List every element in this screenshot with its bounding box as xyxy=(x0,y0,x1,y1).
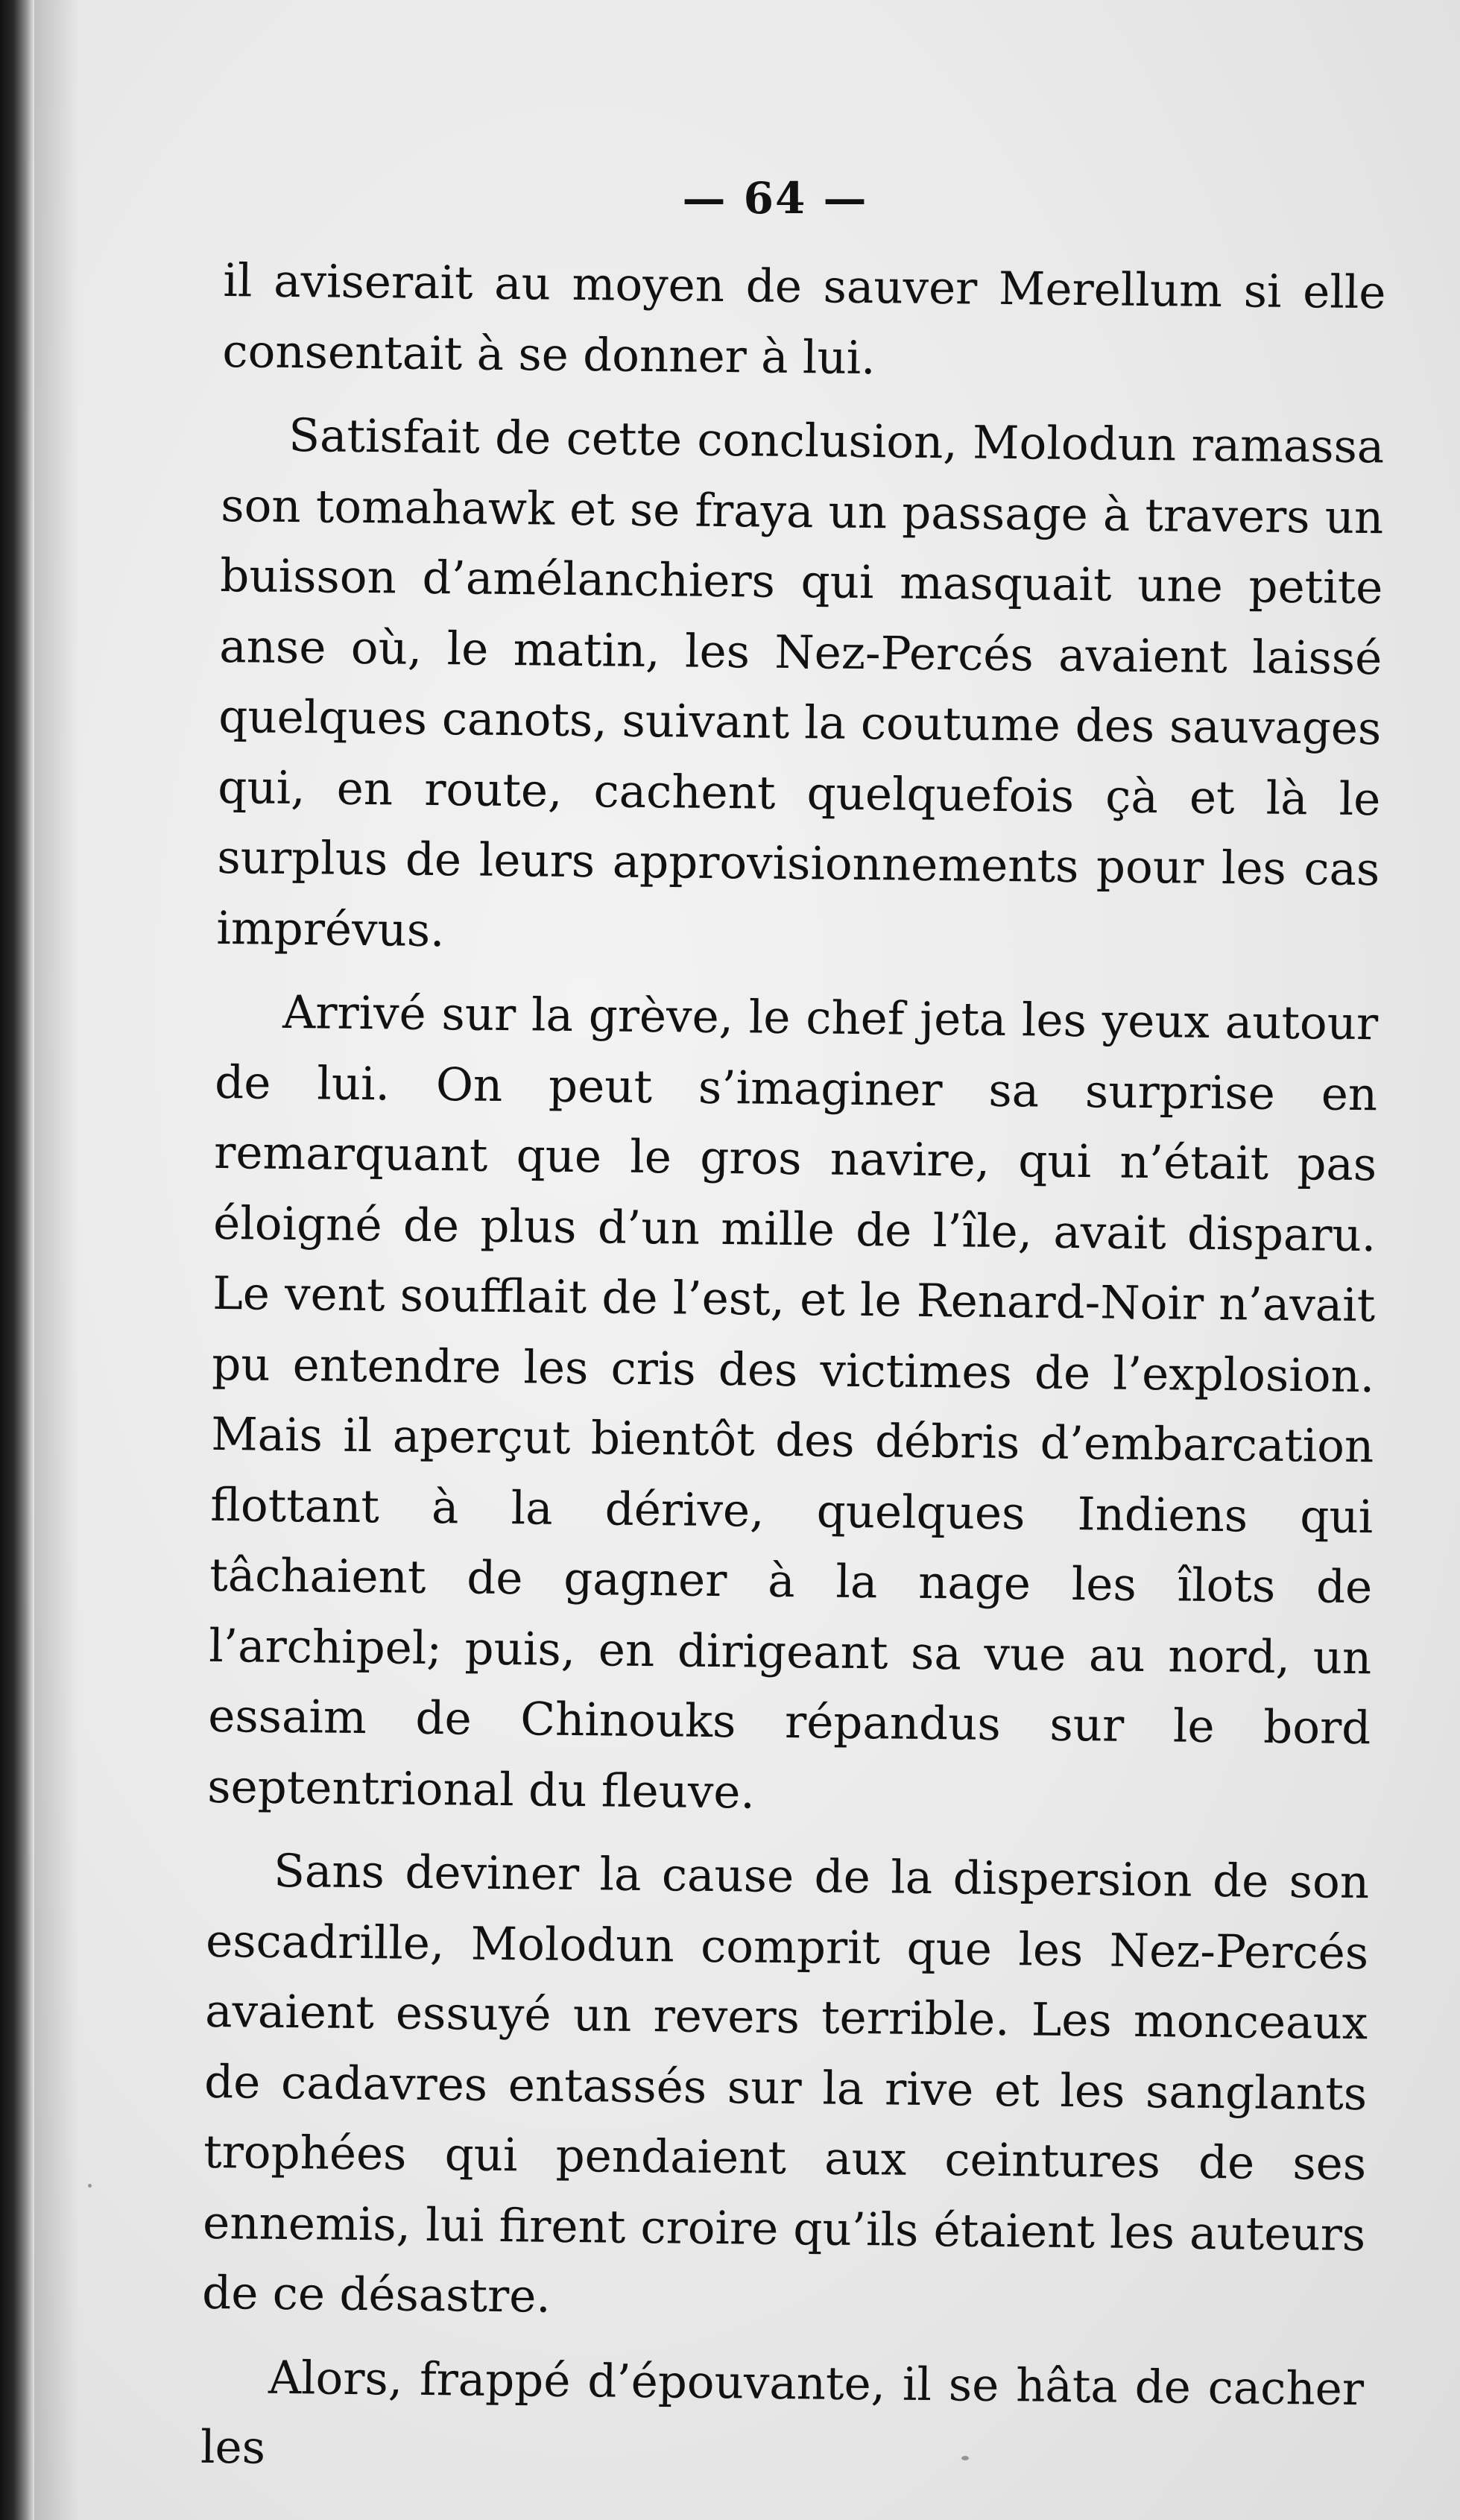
book-binding-edge xyxy=(0,0,34,2520)
paragraph: Satisfait de cette conclusion, Molodun ramassa son tomahawk et se fraya un passage à travers un buisson d’amélanchiers qui masquait une petite anse où, le matin, les Nez-Percés avaient laissé quelques canots, suivant la coutume des sauvages qui, en route, cachent quelquefois çà et là le surplus de leurs approvisionnements pour les cas imprévus. xyxy=(216,408,1385,957)
paper-speck xyxy=(1222,2229,1227,2235)
paragraph-continues: Alors, frappé d’épouvante, il se hâta de cacher les xyxy=(200,2351,1365,2475)
binding-shadow xyxy=(34,0,79,2520)
paper-speck xyxy=(88,2184,92,2188)
paragraph-continuation: il aviserait au moyen de sauver Merellum si elle consentait à se donner à lui. xyxy=(222,253,1386,385)
paper-speck xyxy=(961,2456,969,2460)
paragraph: Sans deviner la cause de la dispersion de son escadrille, Molodun comprit que les Nez-Percés avaient essuyé un revers terrible. Les monceaux de cadavres entassés sur la rive et les sanglants trophées qui pendaient aux ceintures de ses ennemis, lui firent croire qu’ils étaient les auteurs de ce désastre. xyxy=(201,1844,1370,2323)
body-text xyxy=(200,246,1386,2509)
page-number: — 64 — xyxy=(682,173,868,224)
paragraph: Arrivé sur la grève, le chef jeta les yeux autour de lui. On peut s’imaginer sa surprise en remarquant que le gros navire, qui n’était pas éloigné de plus d’un mille de l’île, avait disparu. Le vent soufflait de l’est, et le Renard-Noir n’avait pu entendre les cris des victimes de l’explosion. Mais il aperçut bientôt des débris d’embarcation flottant à la dérive, quelques Indiens qui tâchaient de gagner à la nage les îlots de l’archipel; puis, en dirigeant sa vue au nord, un essaim de Chinouks répandus sur le bord septentrional du fleuve. xyxy=(206,985,1379,1819)
